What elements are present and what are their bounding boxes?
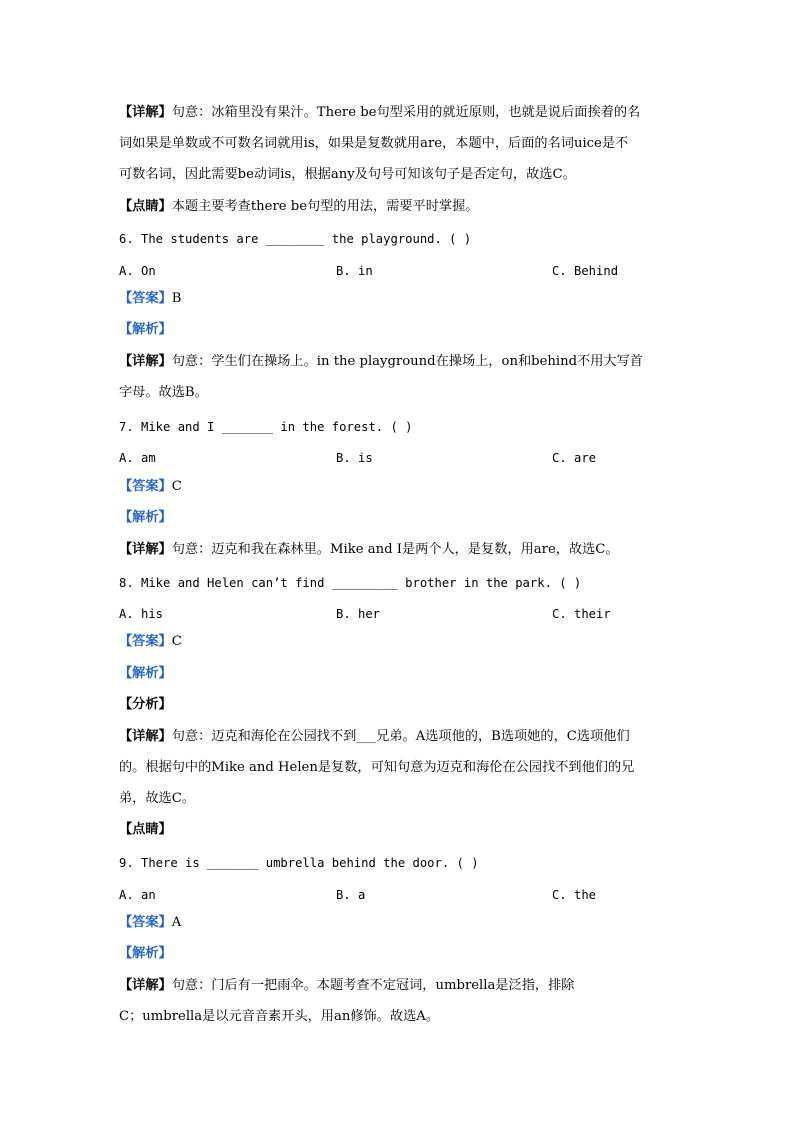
answer-tag: 【答案】 — [119, 479, 172, 494]
option-a: A. am — [119, 451, 156, 465]
q8-answer — [119, 632, 679, 652]
q6-explain-line1 — [119, 352, 679, 372]
q6-question: 6. The students are ________ the playground. ( ) — [119, 232, 472, 246]
q9-analysis — [119, 944, 679, 964]
q7-question: 7. Mike and I _______ in the forest. ( ) — [119, 420, 413, 434]
answer-tag: 【答案】 — [119, 634, 172, 649]
q8-explain-line1 — [119, 727, 679, 747]
option-a: A. On — [119, 264, 156, 278]
q5-explain-line3: 可数名词，因此需要be动词is，根据any及句号可知该句子是否定句，故选C。 — [119, 167, 576, 182]
explain-text: 句意：冰箱里没有果汁。There be句型采用的就近原则，也就是说后面挨着的名 — [171, 105, 641, 120]
q5-explain-line1 — [119, 103, 679, 123]
q5-comment — [119, 197, 679, 217]
option-c: C. the — [552, 888, 597, 902]
explain-text: 句意：迈克和我在森林里。Mike and I是两个人，是复数，用are，故选C。 — [171, 542, 619, 557]
q7-analysis — [119, 508, 679, 528]
option-b: B. a — [336, 888, 366, 902]
q7-explain-line1 — [119, 540, 679, 560]
explain-tag: 【详解】 — [119, 542, 172, 557]
option-c: C. their — [552, 607, 611, 621]
option-c: C. Behind — [552, 264, 619, 278]
analysis-tag: 【解析】 — [119, 666, 172, 681]
q9-answer — [119, 913, 679, 933]
q9-explain-line1 — [119, 976, 679, 996]
answer-value: C — [171, 479, 182, 494]
q9-question: 9. There is _______ umbrella behind the door. ( ) — [119, 856, 479, 870]
q8-question: 8. Mike and Helen can’t find _________ brother in the park. ( ) — [119, 576, 582, 590]
q6-answer — [119, 289, 679, 309]
explain-text: 句意：门后有一把雨伞。本题考查不定冠词，umbrella是泛指，排除 — [171, 978, 575, 993]
explain-tag: 【详解】 — [119, 978, 172, 993]
analysis-tag: 【解析】 — [119, 322, 172, 337]
answer-tag: 【答案】 — [119, 915, 172, 930]
q6-explain-line2: 字母。故选B。 — [119, 385, 208, 400]
q8-explain-line3: 弟，故选C。 — [119, 791, 196, 806]
q8-explain-line2: 的。根据句中的Mike and Helen是复数，可知句意为迈克和海伦在公园找不到他们的兄 — [119, 760, 635, 775]
comment-tag: 【点睛】 — [119, 199, 172, 214]
analyze-tag: 【分析】 — [119, 697, 172, 712]
answer-value: A — [171, 915, 182, 930]
q8-analyze — [119, 695, 679, 715]
comment-text: 本题主要考查there be句型的用法，需要平时掌握。 — [171, 199, 479, 214]
option-b: B. her — [336, 607, 381, 621]
q9-explain-line2: C；umbrella是以元音音素开头，用an修饰。故选A。 — [119, 1009, 440, 1024]
q7-answer — [119, 477, 679, 497]
explain-tag: 【详解】 — [119, 354, 172, 369]
comment-tag: 【点睛】 — [119, 822, 172, 837]
explain-text: 句意：迈克和海伦在公园找不到___兄弟。A选项他的，B选项她的，C选项他们 — [171, 729, 630, 744]
explain-text: 句意：学生们在操场上。in the playground在操场上，on和behind不用大写首 — [171, 354, 643, 369]
explain-tag: 【详解】 — [119, 729, 172, 744]
option-a: A. his — [119, 607, 164, 621]
q6-analysis — [119, 320, 679, 340]
option-c: C. are — [552, 451, 597, 465]
analysis-tag: 【解析】 — [119, 946, 172, 961]
option-b: B. is — [336, 451, 373, 465]
option-b: B. in — [336, 264, 373, 278]
q8-comment — [119, 820, 679, 840]
answer-tag: 【答案】 — [119, 291, 172, 306]
explain-tag: 【详解】 — [119, 105, 172, 120]
analysis-tag: 【解析】 — [119, 510, 172, 525]
answer-value: C — [171, 634, 182, 649]
q8-analysis — [119, 664, 679, 684]
option-a: A. an — [119, 888, 156, 902]
answer-value: B — [171, 291, 182, 306]
q5-explain-line2: 词如果是单数或不可数名词就用is，如果是复数就用are，本题中，后面的名词uice是不 — [119, 136, 629, 151]
